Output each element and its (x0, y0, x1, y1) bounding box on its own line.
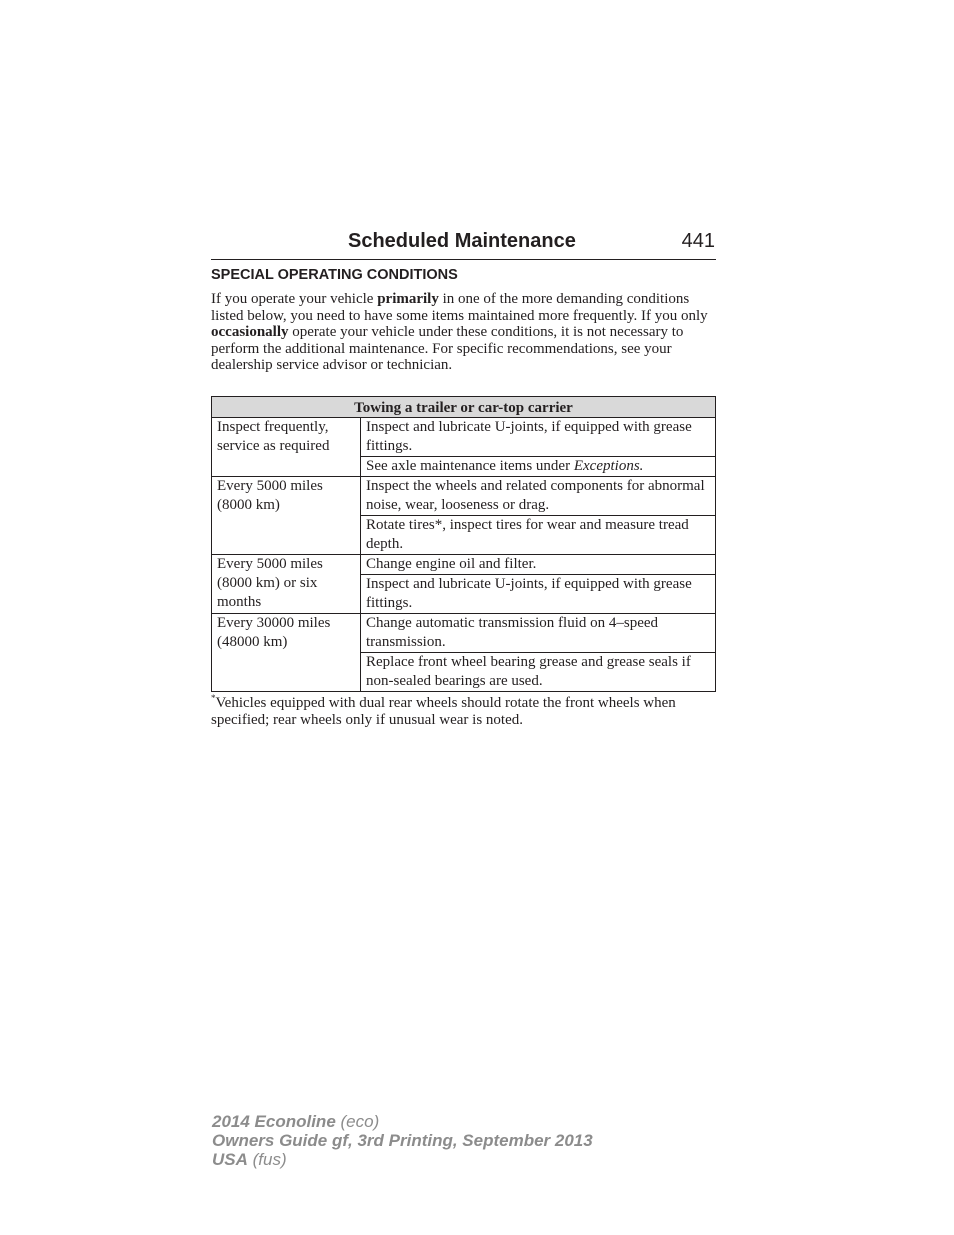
intro-text: operate your vehicle under these conditions, it is not necessary to perform the additional maintenance. For specific recommendations, see your dealership service advisor or technician. (211, 324, 688, 373)
intro-text: in one of the more demanding conditions listed below, you need to have some items maintained more frequently. If you only (211, 291, 712, 324)
intro-emphasis-occasionally: occasionally (211, 324, 289, 340)
action-reference: Exceptions. (573, 458, 644, 474)
intro-emphasis-primarily: primarily (377, 291, 439, 307)
footer-model-code: (eco) (335, 1112, 380, 1131)
table-row (212, 614, 716, 653)
intro-paragraph (211, 291, 721, 374)
action-cell: Inspect and lubricate U-joints, if equipped with grease fittings. (361, 575, 716, 614)
action-cell: Change automatic transmission fluid on 4–speed transmission. (361, 614, 716, 653)
footnote (211, 695, 716, 728)
action-cell: Change engine oil and filter. (361, 555, 716, 575)
footer-edition: Owners Guide gf, 3rd Printing, September 2013 (212, 1131, 593, 1150)
interval-cell: Inspect frequently, service as required (212, 418, 361, 477)
footer-market: USA (212, 1150, 248, 1169)
page-header (211, 229, 716, 260)
interval-cell: Every 5000 miles (8000 km) (212, 477, 361, 555)
section-heading: SPECIAL OPERATING CONDITIONS (211, 267, 458, 283)
interval-cell: Every 5000 miles (8000 km) or six months (212, 555, 361, 614)
action-text: See axle maintenance items under (366, 458, 574, 474)
action-cell: Inspect and lubricate U-joints, if equipped with grease fittings. (361, 418, 716, 457)
footer-market-code: (fus) (247, 1150, 287, 1169)
page-number: 441 (681, 230, 715, 252)
footer-line-model (212, 1112, 593, 1131)
maintenance-table (211, 396, 716, 692)
footnote-text: Vehicles equipped with dual rear wheels should rotate the front wheels when specified; rear wheels only if unusual wear is noted. (211, 695, 676, 728)
intro-text: If you operate your vehicle (211, 291, 378, 307)
table-row (212, 477, 716, 516)
interval-cell: Every 30000 miles (48000 km) (212, 614, 361, 692)
section-title: Scheduled Maintenance (348, 230, 576, 252)
table-row (212, 418, 716, 457)
footer-line-market (212, 1150, 593, 1169)
footer-model: 2014 Econoline (212, 1112, 336, 1131)
table-header-row (212, 397, 716, 418)
action-cell: Rotate tires*, inspect tires for wear and measure tread depth. (361, 516, 716, 555)
table-header: Towing a trailer or car-top carrier (212, 397, 716, 418)
document-footer (212, 1112, 593, 1169)
table-row (212, 555, 716, 575)
footer-line-edition (212, 1131, 593, 1150)
footnote-marker: * (211, 693, 216, 703)
action-cell: Replace front wheel bearing grease and grease seals if non-sealed bearings are used. (361, 653, 716, 692)
action-cell: Inspect the wheels and related components for abnormal noise, wear, looseness or drag. (361, 477, 716, 516)
action-cell (361, 457, 716, 477)
